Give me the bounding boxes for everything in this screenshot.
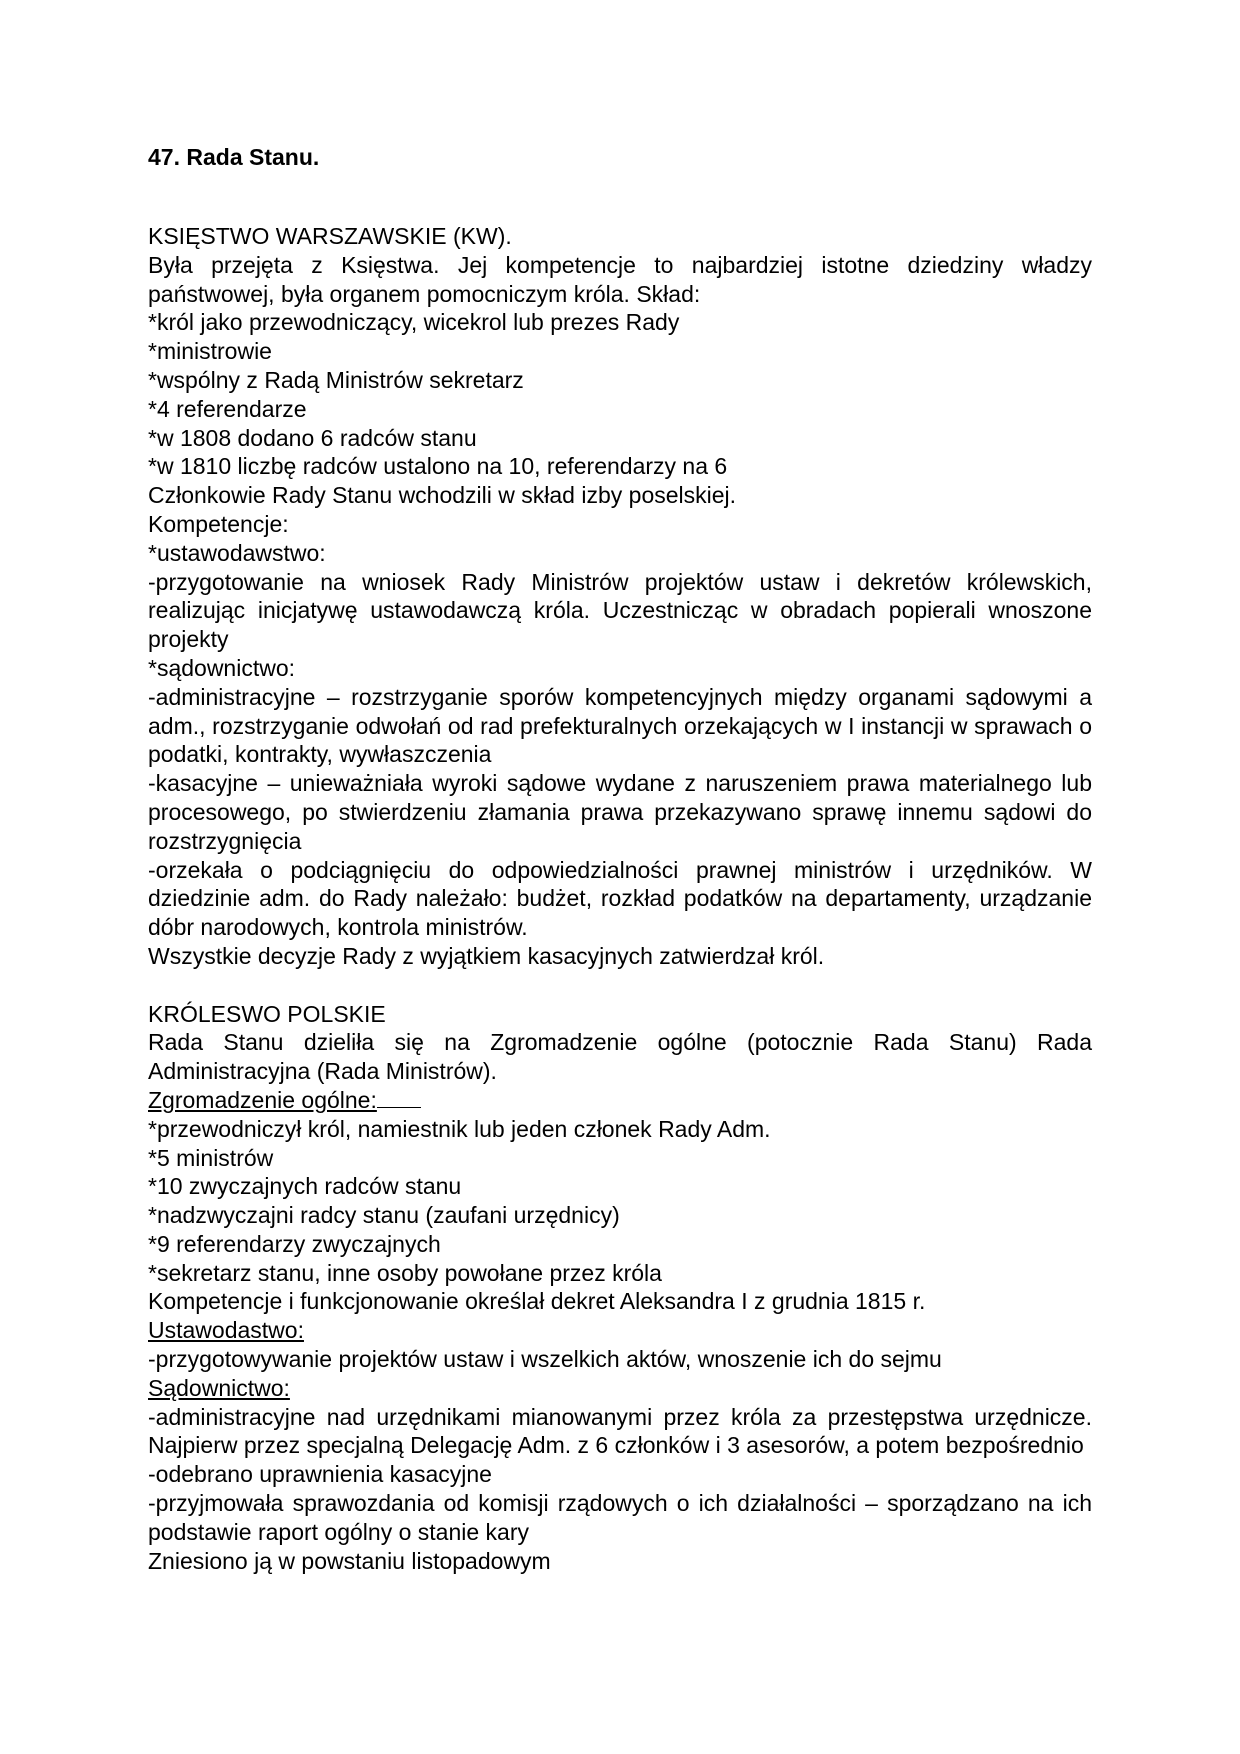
blank-line bbox=[148, 971, 1092, 1000]
kp-judiciary-heading: Sądownictwo: bbox=[148, 1374, 290, 1401]
kp-item: *sekretarz stanu, inne osoby powołane przez króla bbox=[148, 1259, 662, 1286]
kp-item: *przewodniczył król, namiestnik lub jeden członek Rady Adm. bbox=[148, 1115, 771, 1142]
kp-heading: KRÓLESWO POLSKIE bbox=[148, 1000, 386, 1027]
kw-responsibility-paragraph: -orzekała o podciągnięciu do odpowiedzialności prawnej ministrów i urzędników. W dziedzinie adm. do Rady należało: budżet, rozkład podatków na departamenty, urządzanie dóbr narodowych, kontrola ministrów. bbox=[148, 856, 1092, 941]
kp-assembly-heading: Zgromadzenie ogólne: bbox=[148, 1086, 377, 1113]
kp-closing: Zniesiono ją w powstaniu listopadowym bbox=[148, 1547, 551, 1574]
blank-line bbox=[148, 172, 1092, 222]
kw-item: *4 referendarze bbox=[148, 395, 307, 422]
kp-item: Kompetencje i funkcjonowanie określał dekret Aleksandra I z grudnia 1815 r. bbox=[148, 1288, 926, 1315]
kp-judiciary-line bbox=[148, 1374, 1092, 1403]
kp-intro: Rada Stanu dzieliła się na Zgromadzenie ogólne (potocznie Rada Stanu) Rada Administracyjna (Rada Ministrów). bbox=[148, 1029, 1092, 1085]
kw-item: *wspólny z Radą Ministrów sekretarz bbox=[148, 366, 524, 393]
kw-admin-paragraph: -administracyjne – rozstrzyganie sporów kompetencyjnych między organami sądowymi a adm., rozstrzyganie odwołań od rad prefekturalnych orzekających w I instancji w sprawach o podatki, kontrakty, wywłaszczenia bbox=[148, 683, 1092, 768]
document-title: 47. Rada Stanu. bbox=[148, 144, 320, 170]
kw-cassation-paragraph: -kasacyjne – unieważniała wyroki sądowe wydane z naruszeniem prawa materialnego lub procesowego, po stwierdzeniu złamania prawa przekazywano sprawę innemu sądowi do rozstrzygnięcia bbox=[148, 770, 1092, 854]
kw-item: Kompetencje: bbox=[148, 510, 289, 537]
kw-legislation-paragraph: -przygotowanie na wniosek Rady Ministrów projektów ustaw i dekretów królewskich, realizując inicjatywę ustawodawczą króla. Uczestnicząc w obradach popierali wnoszone projekty bbox=[148, 568, 1092, 653]
kp-reports-paragraph: -przyjmowała sprawozdania od komisji rządowych o ich działalności – sporządzano na ich podstawie raport ogólny o stanie kary bbox=[148, 1490, 1092, 1545]
kw-intro: Była przejęta z Księstwa. Jej kompetencje to najbardziej istotne dziedziny władzy państwowej, była organem pomocniczym króla. Skład: bbox=[148, 251, 1092, 307]
kw-heading: KSIĘSTWO WARSZAWSKIE (KW). bbox=[148, 223, 512, 249]
kp-item: *10 zwyczajnych radców stanu bbox=[148, 1173, 462, 1200]
kw-item: *król jako przewodniczący, wicekrol lub prezes Rady bbox=[148, 309, 680, 336]
kw-item: Członkowie Rady Stanu wchodzili w skład izby poselskiej. bbox=[148, 482, 737, 509]
kp-item: *nadzwyczajni radcy stanu (zaufani urzędnicy) bbox=[148, 1202, 620, 1229]
kp-legislation-text: -przygotowywanie projektów ustaw i wszelkich aktów, wnoszenie ich do sejmu bbox=[148, 1346, 942, 1373]
kw-item: *w 1810 liczbę radców ustalono na 10, referendarzy na 6 bbox=[148, 453, 728, 480]
kp-legislation-heading: Ustawodastwo: bbox=[148, 1317, 304, 1344]
kp-assembly-heading-line bbox=[148, 1086, 1092, 1115]
kw-judiciary-label: *sądownictwo: bbox=[148, 654, 296, 681]
kp-admin-paragraph: -administracyjne nad urzędnikami mianowanymi przez króla za przestępstwa urzędnicze. Najpierw przez specjalną Delegację Adm. z 6 członków i 3 asesorów, a potem bezpośrednio bbox=[148, 1403, 1092, 1459]
underline-rule bbox=[377, 1087, 421, 1108]
kp-item: *9 referendarzy zwyczajnych bbox=[148, 1230, 441, 1257]
kw-item: *ministrowie bbox=[148, 338, 272, 365]
kp-cassation: -odebrano uprawnienia kasacyjne bbox=[148, 1461, 492, 1488]
kp-legislation-line bbox=[148, 1316, 1092, 1345]
kw-closing: Wszystkie decyzje Rady z wyjątkiem kasacyjnych zatwierdzał król. bbox=[148, 942, 825, 969]
kw-item: *ustawodawstwo: bbox=[148, 539, 326, 566]
kw-item: *w 1808 dodano 6 radców stanu bbox=[148, 424, 477, 451]
kp-item: *5 ministrów bbox=[148, 1144, 274, 1171]
document-page bbox=[148, 143, 1092, 1575]
